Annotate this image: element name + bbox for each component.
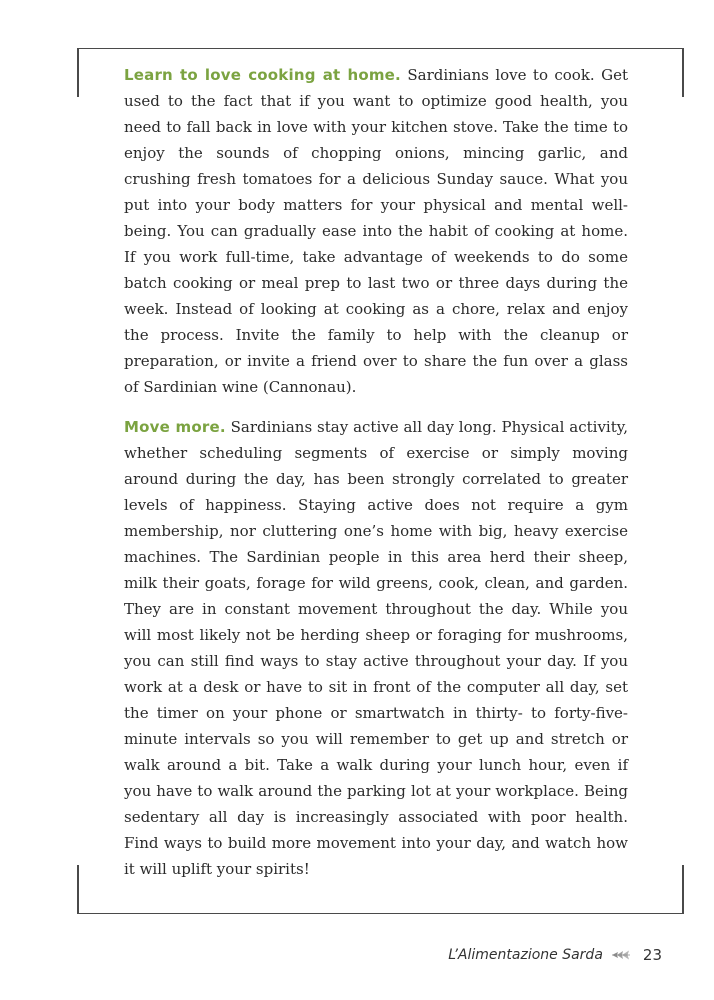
- box-corner-bottom-right: [682, 865, 684, 913]
- paragraph-move-more: [124, 414, 628, 882]
- page-number: 23: [642, 946, 662, 964]
- box-content: [124, 62, 628, 882]
- section-body-move-more: Sardinians stay active all day long. Physical activity, whether scheduling segments of exercise or simply moving around during the day, has been strongly correlated to greater levels of happiness. Staying active does not require a gym membership, nor cluttering one’s home with big, heavy exercise machines. The Sardinian people in this area herd their sheep, milk their goats, forage for wild greens, cook, clean, and garden. They are in constant movement throughout the day. While you will most likely not be herding sheep or foraging for mushrooms, you can still find ways to stay active throughout your day. If you work at a desk or have to sit in front of the computer all day, set the timer on your phone or smartwatch in thirty- to forty-five-minute intervals so you will remember to get up and stretch or walk around a bit. Take a walk during your lunch hour, even if you have to walk around the parking lot at your workplace. Being sedentary all day is increasingly associated with poor health. Find ways to build more movement into your day, and watch how it will uplift your spirits!: [124, 418, 629, 878]
- section-heading-cooking: Learn to love cooking at home.: [124, 66, 401, 84]
- section-body-cooking: Sardinians love to cook. Get used to the fact that if you want to optimize good health, you need to fall back in love with your kitchen stove. Take the time to enjoy the sounds of chopping onions, mincing garlic, and crushing fresh tomatoes for a delicious Sunday sauce. What you put into your body matters for your physical and mental well-being. You can gradually ease into the habit of cooking at home. If you work full-time, take advantage of weekends to do some batch cooking or meal prep to last two or three days during the week. Instead of looking at cooking as a chore, relax and enjoy the process. Invite the family to help with the cleanup or preparation, or invite a friend over to share the fun over a glass of Sardinian wine (Cannonau).: [124, 66, 628, 396]
- box-corner-top-right: [682, 49, 684, 97]
- box-corner-top-left: [77, 49, 79, 97]
- paragraph-cooking: [124, 62, 628, 400]
- page-footer: [448, 946, 662, 964]
- box-corner-bottom-left: [77, 865, 79, 913]
- running-title: L’Alimentazione Sarda: [448, 947, 603, 963]
- section-heading-move-more: Move more.: [124, 418, 226, 436]
- leaf-icon: [611, 949, 631, 961]
